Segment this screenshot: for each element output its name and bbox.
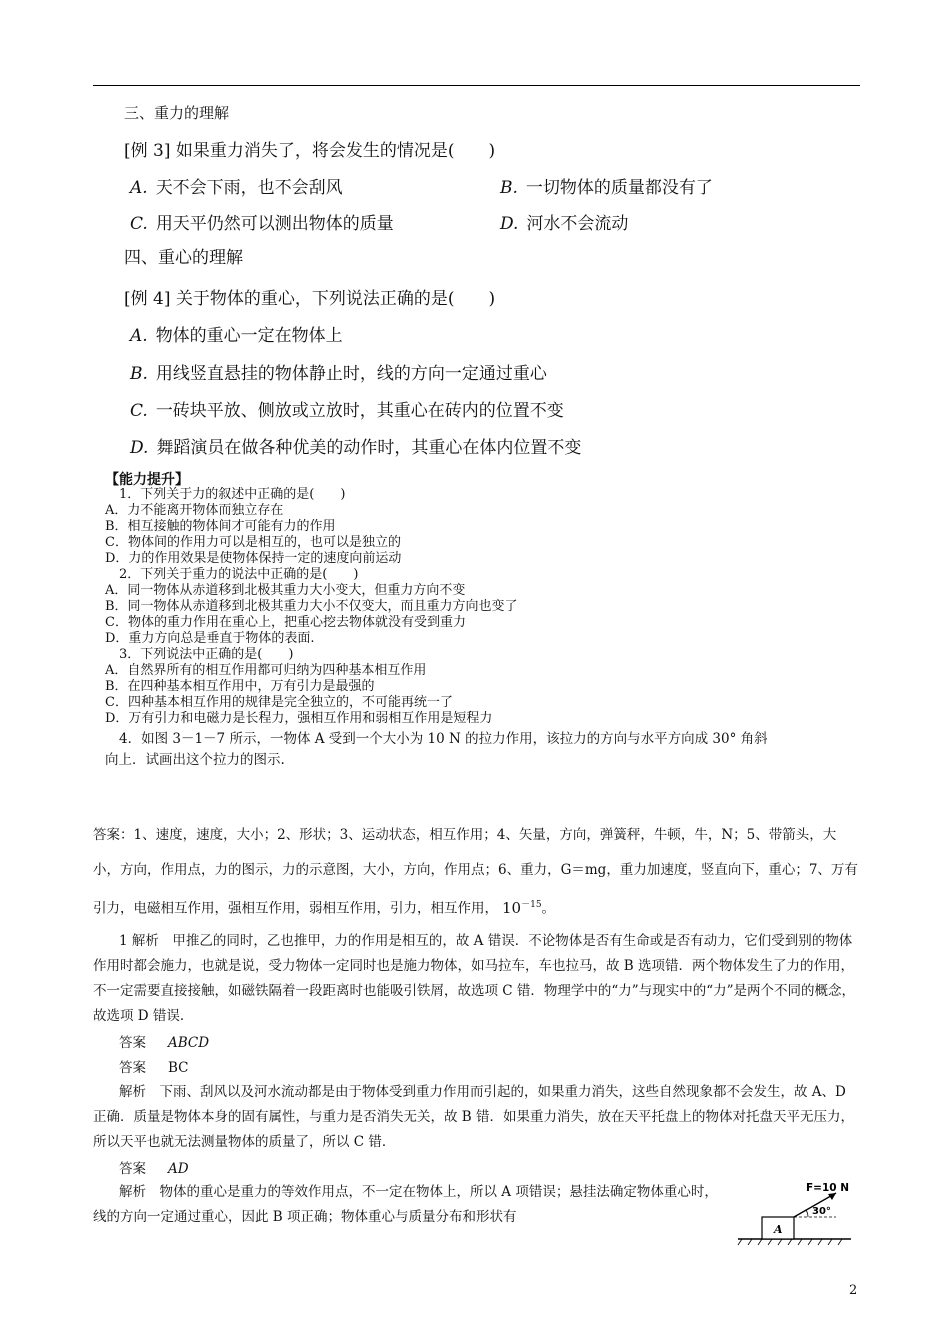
example-4-question: [例 4] 关于物体的重心，下列说法正确的是( )	[124, 289, 496, 309]
answer-1: 答案 ABCD	[119, 1035, 210, 1051]
ability-line: A．同一物体从赤道移到北极其重力大小变大，但重力方向不变	[105, 583, 466, 598]
ability-line: C．四种基本相互作用的规律是完全独立的，不可能再统一了	[105, 695, 453, 710]
example-3-question: [例 3] 如果重力消失了，将会发生的情况是( )	[124, 141, 496, 161]
example-4-option-c: C. 一砖块平放、侧放或立放时，其重心在砖内的位置不变	[130, 401, 564, 421]
header-rule	[93, 85, 860, 86]
answer-3: 答案 AD	[119, 1161, 189, 1177]
example-4-option-a: A. 物体的重心一定在物体上	[130, 326, 343, 346]
answer-paragraph: 答案：1、速度，速度，大小；2、形状；3、运动状态，相互作用；4、矢量，方向，弹簧秤，牛顿，牛，N；5、带箭头，大小，方向，作用点，力的图示，力的示意图，大小，方向，作用点；6、重力，G＝mg，重力加速度，竖直向下，重心；7、万有引力，电磁相互作用，强相互作用，弱相互作用，引力，相互作用， $10^{-15}$。	[93, 827, 858, 917]
ability-line: D．重力方向总是垂直于物体的表面.	[105, 631, 315, 646]
question-4-line-1: 4．如图 3－1－7 所示，一物体 A 受到一个大小为 10 N 的拉力作用，该拉力的方向与水平方向成 30° 角斜	[119, 731, 768, 747]
force-diagram	[736, 1177, 856, 1247]
force-label: F=10 N	[806, 1182, 850, 1194]
ability-line: A．力不能离开物体而独立存在	[105, 503, 284, 518]
ground-hatching	[738, 1239, 842, 1245]
example-3-option-d: D. 河水不会流动	[500, 214, 629, 234]
ability-line: D．力的作用效果是使物体保持一定的速度向前运动	[105, 551, 402, 566]
ability-line: 2．下列关于重力的说法中正确的是( )	[119, 567, 359, 582]
ability-line: C．物体间的作用力可以是相互的，也可以是独立的	[105, 535, 401, 550]
explanation-3: 解析 物体的重心是重力的等效作用点，不一定在物体上，所以 A 项错误；悬挂法确定物体重心时，线的方向一定通过重心，因此 B 项正确；物体重心与质量分布和形状有	[93, 1184, 718, 1225]
page-number: 2	[849, 1283, 858, 1298]
ability-line: 1．下列关于力的叙述中正确的是( )	[119, 487, 346, 502]
ability-line: D．万有引力和电磁力是长程力，强相互作用和弱相互作用是短程力	[105, 711, 493, 726]
angle-label: 30°	[812, 1206, 831, 1217]
section-title-gravity: 三、重力的理解	[124, 104, 230, 122]
ability-line: B．在四种基本相互作用中，万有引力是最强的	[105, 679, 375, 694]
ability-heading: 【能力提升】	[105, 472, 189, 488]
ability-line: 3．下列说法中正确的是( )	[119, 647, 294, 662]
section-title-center-of-gravity: 四、重心的理解	[124, 248, 243, 268]
question-4-line-2: 向上．试画出这个拉力的图示.	[105, 752, 285, 768]
explanation-2: 解析 下雨、刮风以及河水流动都是由于物体受到重力作用而引起的，如果重力消失，这些自然现象都不会发生，故 A、D 正确．质量是物体本身的固有属性，与重力是否消失无关，故 B 错．如果重力消失，放在天平托盘上的物体对托盘天平无压力，所以天平也就无法测量物体的质量了，所以 C 错．	[93, 1084, 855, 1150]
example-3-option-b: B. 一切物体的质量都没有了	[500, 178, 713, 198]
ability-line: A．自然界所有的相互作用都可归纳为四种基本相互作用	[105, 663, 427, 678]
example-3-option-a: A. 天不会下雨，也不会刮风	[130, 178, 343, 198]
answer-2: 答案 BC	[119, 1060, 189, 1076]
ability-line: B．同一物体从赤道移到北极其重力大小不仅变大，而且重力方向也变了	[105, 599, 518, 614]
block-label: A	[774, 1223, 783, 1236]
ability-line: B．相互接触的物体间才可能有力的作用	[105, 519, 336, 534]
angle-arc	[806, 1210, 808, 1217]
ability-line: C．物体的重力作用在重心上，把重心挖去物体就没有受到重力	[105, 615, 466, 630]
example-3-option-c: C. 用天平仍然可以测出物体的质量	[130, 214, 394, 234]
explanation-1: 1 解析 甲推乙的同时，乙也推甲，力的作用是相互的，故 A 错误．不论物体是否有生命或是否有动力，它们受到别的物体作用时都会施力，也就是说，受力物体一定同时也是施力物体，如马拉车，车也拉马，故 B 选项错．两个物体发生了力的作用，不一定需要直接接触，如磁铁隔着一段距离时也能吸引铁屑，故选项 C 错．物理学中的“力”与现实中的“力”是两个不同的概念，故选项 D 错误．	[93, 933, 856, 1024]
example-4-option-b: B. 用线竖直悬挂的物体静止时，线的方向一定通过重心	[130, 364, 547, 384]
example-4-option-d: D. 舞蹈演员在做各种优美的动作时，其重心在体内位置不变	[130, 438, 582, 458]
